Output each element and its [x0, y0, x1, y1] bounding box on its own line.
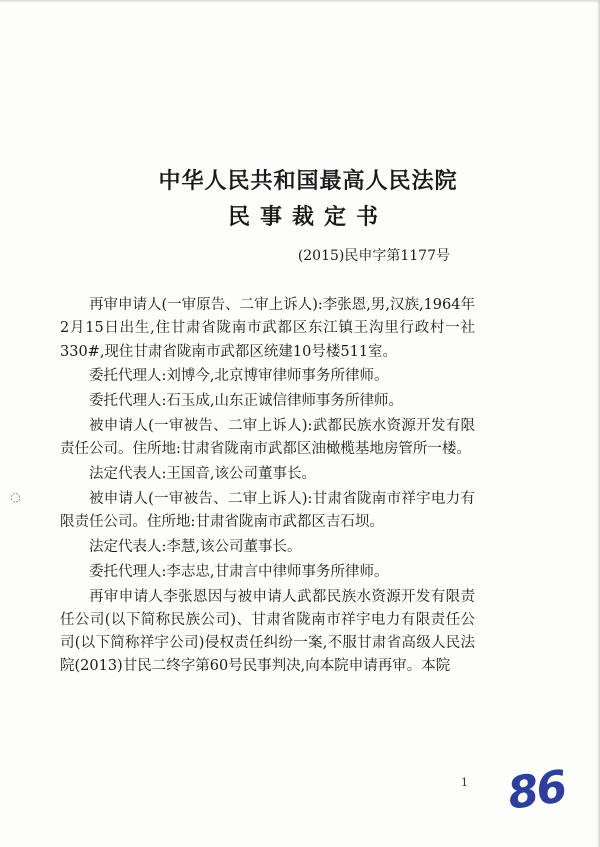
- document-type-title: 民事裁定书: [227, 204, 388, 230]
- page-number: 1: [461, 776, 468, 789]
- paragraph-applicant: 再审申请人(一审原告、二审上诉人):李张恩,男,汉族,1964年2月15日出生,住甘肃省陇南市武都区东江镇王沟里行政村一社330#,现住甘肃省陇南市武都区统建10号楼511室。: [60, 297, 475, 360]
- case-number: (2015)民申字第1177号: [297, 248, 450, 264]
- handwritten-page-number: 86: [504, 761, 569, 820]
- paragraph-agent-2: 委托代理人:石玉成,山东正诚信律师事务所律师。: [89, 393, 403, 410]
- binding-hole-mark: ◌: [7, 488, 23, 506]
- paragraph-agent-1: 委托代理人:刘博今,北京博审律师事务所律师。: [89, 368, 389, 385]
- paragraph-agent-3: 委托代理人:李志忠,甘肃言中律师事务所律师。: [89, 563, 389, 580]
- paragraph-respondent-1: 被申请人(一审被告、二审上诉人):武都民族水资源开发有限责任公司。住所地:甘肃省陇南市武都区油橄榄基地房管所一楼。: [60, 417, 475, 458]
- court-title: 中华人民共和国最高人民法院: [158, 168, 458, 194]
- paragraph-legal-rep-1: 法定代表人:王国音,该公司董事长。: [89, 466, 316, 483]
- paragraph-legal-rep-2: 法定代表人:李慧,该公司董事长。: [89, 538, 302, 555]
- paragraph-case-summary: 再审申请人李张恩因与被申请人武都民族水资源开发有限责任公司(以下简称民族公司)、甘肃省陇南市祥宇电力有限责任公司(以下简称祥宇公司)侵权责任纠纷一案,不服甘肃省高级人民法院(2013)甘民二终字第60号民事判决,向本院申请再审。本院: [60, 588, 475, 675]
- scan-edge-top: [0, 0, 600, 3]
- paragraph-respondent-2: 被申请人(一审被告、二审上诉人):甘肃省陇南市祥宇电力有限责任公司。住所地:甘肃省陇南市武都区吉石坝。: [60, 490, 475, 531]
- document-body: [60, 294, 475, 679]
